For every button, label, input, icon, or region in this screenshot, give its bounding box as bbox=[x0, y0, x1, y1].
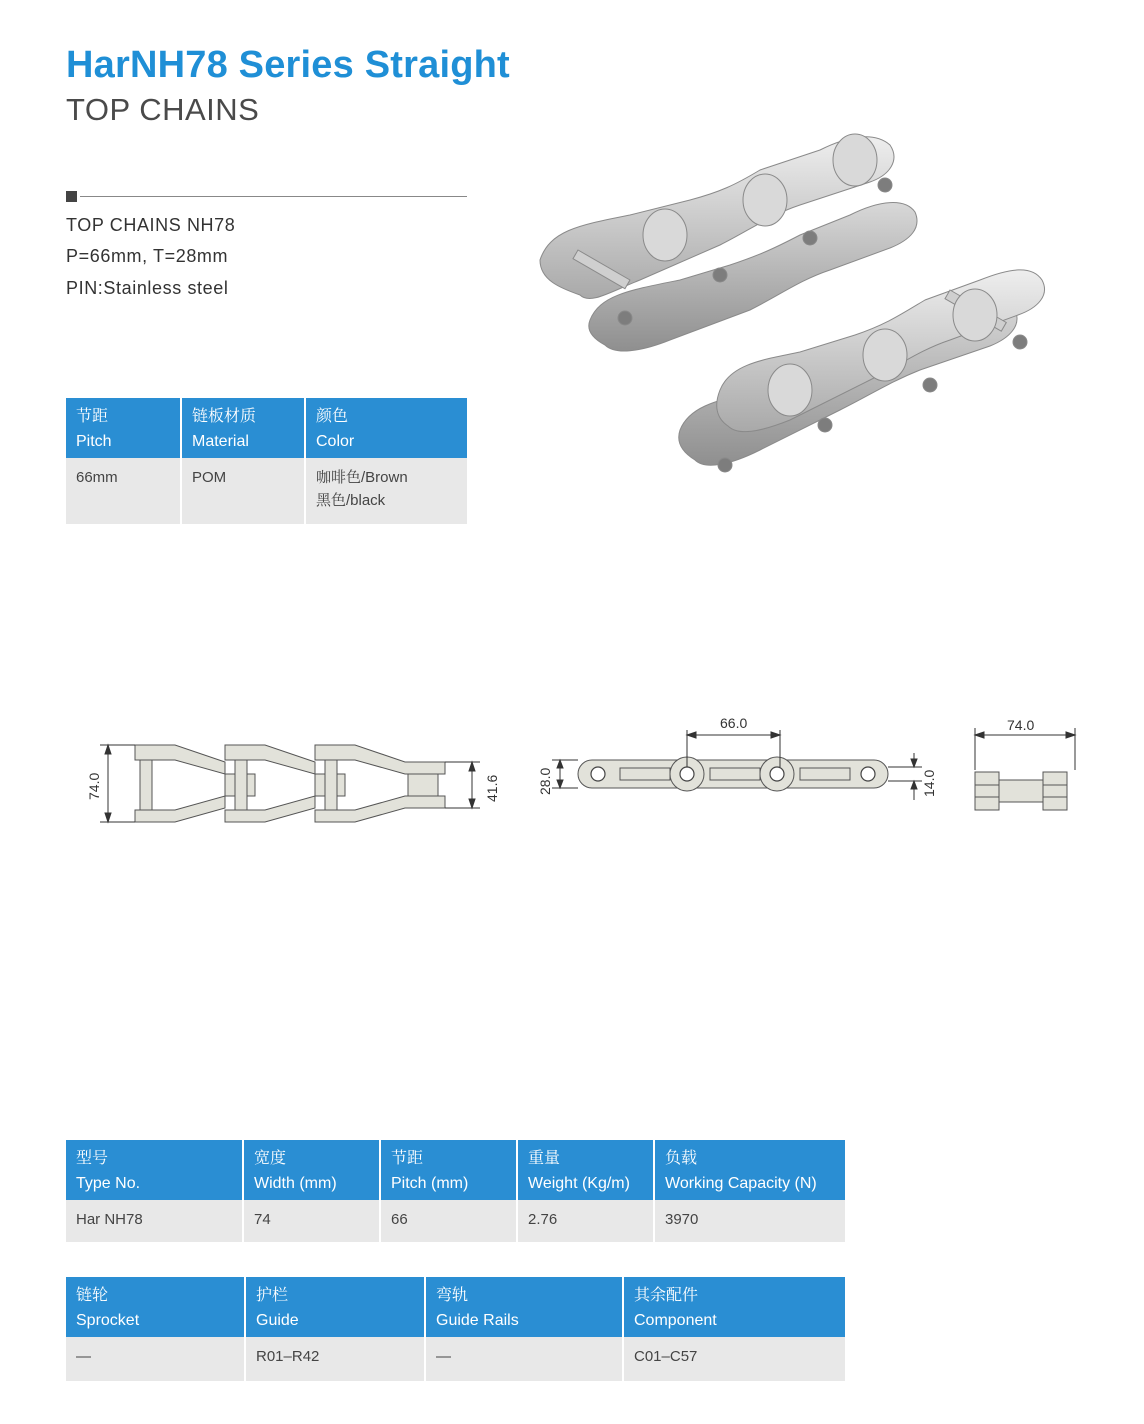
cell-capacity: 3970 bbox=[654, 1200, 845, 1242]
dim-side-pitch: 66.0 bbox=[720, 715, 748, 731]
cell-type: Har NH78 bbox=[66, 1200, 243, 1242]
header-type: 型号 Type No. bbox=[66, 1140, 243, 1200]
header-sprocket: 链轮 Sprocket bbox=[66, 1277, 245, 1337]
type-table-header bbox=[66, 1140, 845, 1200]
header-guide-rails: 弯轨 Guide Rails bbox=[425, 1277, 623, 1337]
dim-side-hole: 14.0 bbox=[921, 769, 937, 797]
header-pitch-mm: 节距 Pitch (mm) bbox=[380, 1140, 517, 1200]
end-view-drawing bbox=[965, 710, 1085, 820]
type-table bbox=[66, 1140, 845, 1242]
cell-pitch: 66mm bbox=[66, 458, 181, 524]
chain-segment-upper bbox=[540, 134, 917, 351]
cell-component: C01–C57 bbox=[623, 1337, 845, 1381]
table-row bbox=[66, 1200, 845, 1242]
dim-top-inner: 41.6 bbox=[484, 774, 500, 802]
cell-width: 74 bbox=[243, 1200, 380, 1242]
cell-sprocket: — bbox=[66, 1337, 245, 1381]
chain-product-image bbox=[520, 120, 1060, 500]
accessory-table bbox=[66, 1277, 845, 1381]
header-capacity: 负载 Working Capacity (N) bbox=[654, 1140, 845, 1200]
cell-guide: R01–R42 bbox=[245, 1337, 425, 1381]
dim-top-width: 74.0 bbox=[86, 772, 102, 800]
spec-pin: PIN:Stainless steel bbox=[66, 278, 229, 298]
cell-weight: 2.76 bbox=[517, 1200, 654, 1242]
cell-color: 咖啡色/Brown 黑色/black bbox=[305, 458, 467, 524]
material-table bbox=[66, 398, 467, 524]
table-row bbox=[66, 1337, 845, 1381]
top-view-drawing bbox=[80, 730, 510, 860]
header-material: 链板材质 Material bbox=[181, 398, 305, 458]
header-color: 颜色 Color bbox=[305, 398, 467, 458]
section-marker bbox=[66, 191, 77, 202]
material-table-header bbox=[66, 398, 467, 458]
header-component: 其余配件 Component bbox=[623, 1277, 845, 1337]
header-weight: 重量 Weight (Kg/m) bbox=[517, 1140, 654, 1200]
cell-guide-rails: — bbox=[425, 1337, 623, 1381]
dim-end-width: 74.0 bbox=[1007, 717, 1035, 733]
accessory-table-header bbox=[66, 1277, 845, 1337]
spec-dimensions: P=66mm, T=28mm bbox=[66, 246, 229, 266]
cell-pitch: 66 bbox=[380, 1200, 517, 1242]
page-title: HarNH78 Series Straight bbox=[66, 44, 510, 86]
spec-model: TOP CHAINS NH78 bbox=[66, 215, 236, 235]
section-divider bbox=[80, 196, 467, 197]
table-row bbox=[66, 458, 467, 524]
side-view-drawing bbox=[530, 705, 950, 835]
page-subtitle: TOP CHAINS bbox=[66, 92, 260, 127]
header-pitch: 节距 Pitch bbox=[66, 398, 181, 458]
header-guide: 护栏 Guide bbox=[245, 1277, 425, 1337]
header-width: 宽度 Width (mm) bbox=[243, 1140, 380, 1200]
cell-material: POM bbox=[181, 458, 305, 524]
dim-side-height: 28.0 bbox=[537, 767, 553, 795]
